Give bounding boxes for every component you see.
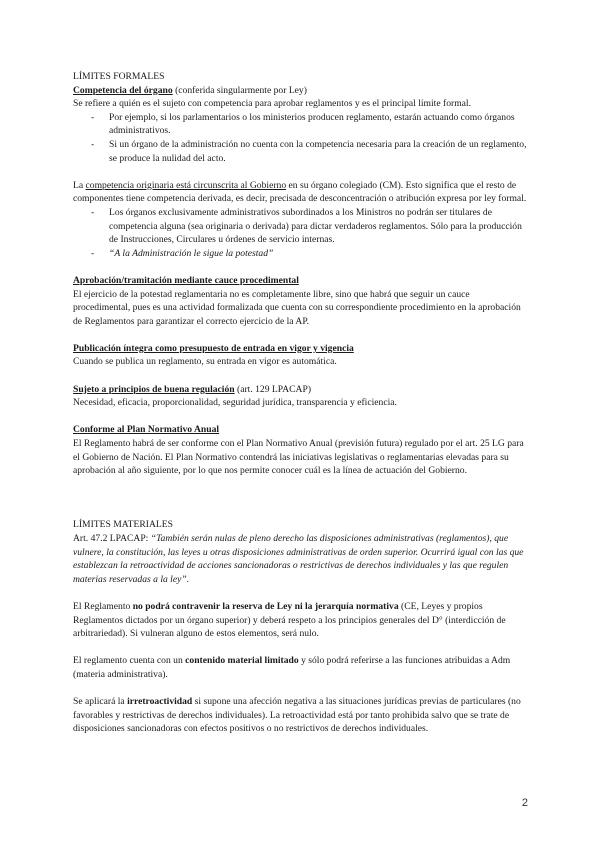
publicacion-heading: Publicación íntegra como presupuesto de entrada en vigor y vigencia [73, 342, 354, 354]
irretro-post: si supone una afección negativa a las situaciones jurídicas previas de particulares (no favorables y restrictivas de derechos individuales). La retroactividad está por tanto prohibida salvo que se trate de disposiciones sancionadoras con efectos positivos o no restrictivos de derechos individuales. [73, 696, 521, 735]
aprobacion-heading: Aprobación/tramitación mediante cauce procedimental [73, 274, 299, 286]
contenido-post: y sólo podrá referirse a las funciones atribuidas a Adm (materia administrativa). [73, 655, 511, 680]
bullet-item: - Los órganos exclusivamente administrativos subordinados a los Ministros no podrán ser titulares de competencia alguna (sea originaria o derivada) para dictar verdaderos reglamentos. Sólo para la producción de Instrucciones, Circulares u órdenes de servicio internas. [73, 206, 528, 247]
plan-heading: Conforme al Plan Normativo Anual [73, 424, 220, 436]
art-prefix: Art. 47.2 LPACAP: [73, 533, 151, 544]
irretro-bold: irretroactividad [127, 696, 193, 708]
aprobacion-text: El ejercicio de la potestad reglamentaria no es completamente libre, sino que habrá que seguir un cauce procedimental, pues es una actividad formalizada que cuenta con su correspondiente procedimiento en la aprobación de Reglamentos para garantizar el correcto ejercicio de la AP. [73, 288, 521, 327]
principios-heading [73, 383, 528, 397]
section-title-materiales: LÍMITES MATERIALES [73, 519, 173, 531]
document-page [73, 70, 528, 736]
section-title-formales: LÍMITES FORMALES [73, 71, 165, 82]
originaria-bullets [73, 206, 528, 260]
competencia-heading-note: (conferida singularmente por Ley) [172, 84, 307, 96]
principios-heading-label: Sujeto a principios de buena regulación [73, 383, 235, 395]
quote-bullet: - “A la Administración le sigue la potestad” [73, 247, 528, 261]
publicacion-text: Cuando se publica un reglamento, su entrada en vigor es automática. [73, 356, 337, 368]
irretro-paragraph [73, 695, 528, 736]
originaria-post: en su órgano colegiado (CM). Esto significa que el resto de componentes tiene competencia derivada, es decir, precisada de desconcentración o atribución expresa por ley formal. [73, 179, 527, 205]
contenido-paragraph [73, 654, 528, 681]
reserva-bold: no podrá contravenir la reserva de Ley ni la jerarquía normativa [132, 600, 399, 612]
originaria-underlined: competencia originaria está circunscrita al Gobierno [85, 179, 287, 191]
competencia-heading [73, 84, 528, 98]
bullet-item: - Por ejemplo, si los parlamentarios o los ministerios producen reglamento, estarán actuando como órganos administrativos. [73, 111, 528, 138]
competencia-heading-label: Competencia del órgano [73, 84, 173, 96]
originaria-pre: La [73, 179, 86, 191]
reserva-paragraph [73, 600, 528, 641]
competencia-bullets [73, 111, 528, 165]
contenido-pre: El reglamento cuenta con un [73, 655, 186, 667]
contenido-bold: contenido material limitado [185, 655, 299, 667]
reserva-pre: El Reglamento [73, 600, 133, 612]
reserva-post: (CE, Leyes y propios Reglamentos dictados por un órgano superior) y deberá respeto a los principios generales del D° (interdicción de arbitrariedad). Si vulneran alguno de estos elementos, será nulo. [73, 600, 506, 640]
page-number: 2 [521, 797, 528, 809]
principios-heading-note: (art. 129 LPACAP) [234, 383, 312, 395]
art-paragraph [73, 532, 528, 586]
art-quote: “También serán nulas de pleno derecho las disposiciones administrativas (reglamentos), que vulnere, la constitución, las leyes u otras disposiciones administrativas de orden superior. Ocurrirá igual con las que establezcan la retroactividad de acciones sancionadoras o restrictivas de derechos individuales y las que regulen materias reservadas a la ley”. [73, 533, 524, 585]
plan-text: El Reglamento habrá de ser conforme con el Plan Normativo Anual (previsión futura) regulado por el art. 25 LG para el Gobierno de Nación. El Plan Normativo contendrá las iniciativas legislativas o reglamentarias elevadas para su aprobación al año siguiente, por lo que nos permite conocer cuál es la línea de actuación del Gobierno. [73, 438, 524, 477]
competencia-text: Se refiere a quién es el sujeto con competencia para aprobar reglamentos y es el principal límite formal. [73, 98, 471, 110]
irretro-pre: Se aplicará la [73, 696, 128, 708]
bullet-item: - Si un órgano de la administración no cuenta con la competencia necesaria para la creación de un reglamento, se produce la nulidad del acto. [73, 138, 528, 165]
principios-text: Necesidad, eficacia, proporcionalidad, seguridad jurídica, transparencia y eficiencia. [73, 397, 397, 409]
originaria-paragraph [73, 179, 528, 206]
